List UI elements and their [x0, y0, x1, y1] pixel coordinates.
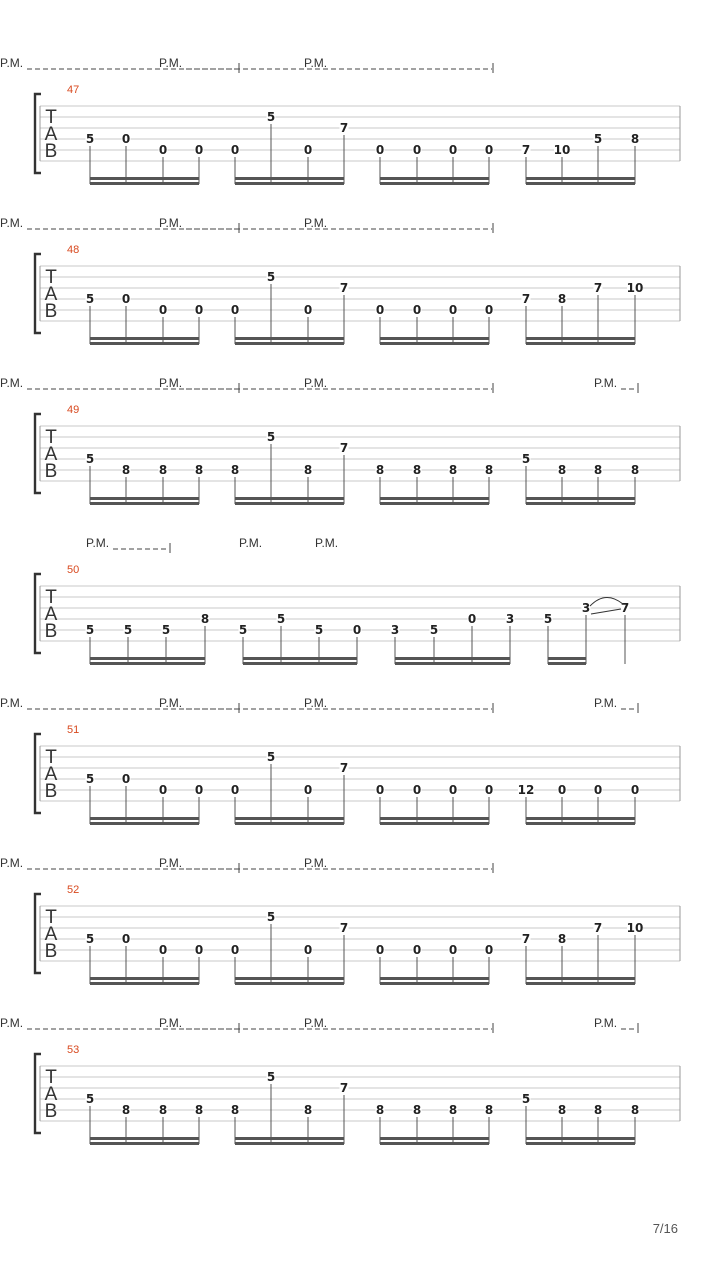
beam-secondary — [90, 1142, 199, 1145]
fret-number: 0 — [230, 143, 240, 157]
tab-clef-a: A — [44, 444, 58, 465]
fret-number: 8 — [194, 463, 204, 477]
palm-mute-label: P.M. — [594, 376, 618, 390]
fret-number: 8 — [484, 463, 494, 477]
beam-primary — [380, 1137, 489, 1140]
tab-clef-t: T — [45, 587, 57, 608]
hammer-on-arc — [590, 597, 623, 606]
tab-system-52 — [0, 856, 680, 985]
tab-clef-a: A — [44, 924, 58, 945]
measure-number: 49 — [67, 404, 80, 416]
fret-number: 8 — [121, 1103, 131, 1117]
fret-number: 5 — [85, 932, 95, 946]
fret-number: 0 — [121, 772, 131, 786]
beam-primary — [548, 657, 586, 660]
fret-number: 5 — [429, 623, 439, 637]
beam-primary — [380, 337, 489, 340]
beam-primary — [526, 497, 635, 500]
beam-primary — [235, 1137, 344, 1140]
fret-number: 7 — [593, 281, 603, 295]
palm-mute-label: P.M. — [594, 1016, 618, 1030]
page-number: 7/16 — [652, 1221, 678, 1236]
beam-secondary — [380, 502, 489, 505]
tab-clef-t: T — [45, 427, 57, 448]
beam-secondary — [90, 822, 199, 825]
fret-number: 8 — [230, 463, 240, 477]
beam-secondary — [526, 342, 635, 345]
fret-number: 10 — [626, 921, 644, 935]
palm-mute-label: P.M. — [304, 1016, 328, 1030]
fret-number: 5 — [543, 612, 553, 626]
fret-number: 0 — [194, 143, 204, 157]
fret-number: 8 — [593, 463, 603, 477]
beam-primary — [526, 1137, 635, 1140]
beam-secondary — [235, 1142, 344, 1145]
beam-primary — [90, 977, 199, 980]
fret-number: 8 — [557, 1103, 567, 1117]
fret-number: 0 — [448, 943, 458, 957]
palm-mute-label: P.M. — [159, 376, 183, 390]
fret-number: 7 — [339, 761, 349, 775]
palm-mute-label: P.M. — [159, 1016, 183, 1030]
fret-number: 5 — [85, 623, 95, 637]
beam-secondary — [90, 342, 199, 345]
measure-number: 48 — [67, 244, 80, 256]
beam-primary — [380, 177, 489, 180]
fret-number: 8 — [630, 463, 640, 477]
fret-number: 8 — [158, 1103, 168, 1117]
beam-primary — [243, 657, 357, 660]
fret-number: 5 — [266, 910, 276, 924]
tab-system-51 — [0, 696, 680, 825]
fret-number: 0 — [303, 143, 313, 157]
fret-number: 5 — [85, 772, 95, 786]
tab-system-53 — [0, 1016, 680, 1145]
beam-secondary — [235, 502, 344, 505]
fret-number: 8 — [375, 1103, 385, 1117]
tab-clef-b: B — [44, 141, 58, 162]
tab-clef-a: A — [44, 124, 58, 145]
fret-number: 7 — [339, 121, 349, 135]
beam-primary — [395, 657, 510, 660]
fret-number: 0 — [158, 943, 168, 957]
fret-number: 5 — [266, 430, 276, 444]
palm-mute-label: P.M. — [304, 696, 328, 710]
palm-mute-label: P.M. — [304, 376, 328, 390]
fret-number: 8 — [412, 1103, 422, 1117]
fret-number: 8 — [557, 292, 567, 306]
palm-mute-label: P.M. — [86, 536, 110, 550]
fret-number: 10 — [626, 281, 644, 295]
beam-secondary — [380, 1142, 489, 1145]
fret-number: 0 — [158, 143, 168, 157]
measure-number: 51 — [67, 724, 80, 736]
measure-number: 52 — [67, 884, 80, 896]
fret-number: 0 — [194, 943, 204, 957]
beam-secondary — [548, 662, 586, 665]
fret-number: 0 — [121, 292, 131, 306]
beam-secondary — [90, 502, 199, 505]
fret-number: 5 — [238, 623, 248, 637]
tab-clef-b: B — [44, 621, 58, 642]
fret-number: 3 — [390, 623, 400, 637]
beam-secondary — [526, 822, 635, 825]
fret-number: 0 — [121, 932, 131, 946]
tab-clef-b: B — [44, 1101, 58, 1122]
fret-number: 0 — [375, 943, 385, 957]
tab-clef-b: B — [44, 461, 58, 482]
fret-number: 8 — [557, 932, 567, 946]
tab-clef-a: A — [44, 604, 58, 625]
beam-secondary — [235, 822, 344, 825]
beam-secondary — [90, 182, 199, 185]
beam-secondary — [380, 182, 489, 185]
fret-number: 5 — [266, 270, 276, 284]
beam-primary — [526, 337, 635, 340]
tab-system-50 — [35, 536, 680, 665]
fret-number: 0 — [630, 783, 640, 797]
beam-secondary — [235, 982, 344, 985]
beam-secondary — [380, 982, 489, 985]
fret-number: 0 — [303, 943, 313, 957]
beam-secondary — [526, 982, 635, 985]
fret-number: 0 — [194, 303, 204, 317]
fret-number: 7 — [339, 1081, 349, 1095]
tab-system-47 — [0, 56, 680, 185]
fret-number: 8 — [630, 1103, 640, 1117]
tab-clef-t: T — [45, 747, 57, 768]
palm-mute-label: P.M. — [159, 216, 183, 230]
fret-number: 8 — [303, 1103, 313, 1117]
fret-number: 7 — [521, 932, 531, 946]
fret-number: 0 — [412, 143, 422, 157]
beam-primary — [90, 497, 199, 500]
beam-secondary — [235, 182, 344, 185]
fret-number: 7 — [339, 441, 349, 455]
beam-secondary — [235, 342, 344, 345]
measure-number: 47 — [67, 84, 80, 96]
fret-number: 8 — [121, 463, 131, 477]
fret-number: 8 — [375, 463, 385, 477]
fret-number: 0 — [375, 783, 385, 797]
beam-primary — [90, 177, 199, 180]
fret-number: 8 — [194, 1103, 204, 1117]
beam-primary — [90, 1137, 199, 1140]
beam-secondary — [526, 502, 635, 505]
fret-number: 5 — [85, 452, 95, 466]
palm-mute-label: P.M. — [304, 856, 328, 870]
palm-mute-label: P.M. — [159, 56, 183, 70]
fret-number: 0 — [158, 783, 168, 797]
fret-number: 0 — [375, 143, 385, 157]
slide-line — [591, 609, 621, 614]
tab-clef-t: T — [45, 907, 57, 928]
measure-number: 53 — [67, 1044, 80, 1056]
tab-clef-b: B — [44, 301, 58, 322]
palm-mute-label: P.M. — [0, 1016, 24, 1030]
palm-mute-label: P.M. — [0, 216, 24, 230]
fret-number: 8 — [412, 463, 422, 477]
beam-primary — [526, 817, 635, 820]
beam-secondary — [395, 662, 510, 665]
fret-number: 10 — [553, 143, 571, 157]
fret-number: 5 — [314, 623, 324, 637]
fret-number: 5 — [266, 1070, 276, 1084]
fret-number: 8 — [230, 1103, 240, 1117]
fret-number: 0 — [230, 943, 240, 957]
tab-clef-t: T — [45, 267, 57, 288]
fret-number: 0 — [484, 943, 494, 957]
palm-mute-label: P.M. — [594, 696, 618, 710]
beam-primary — [90, 817, 199, 820]
fret-number: 8 — [200, 612, 210, 626]
fret-number: 3 — [581, 601, 591, 615]
fret-number: 0 — [158, 303, 168, 317]
fret-number: 0 — [352, 623, 362, 637]
fret-number: 5 — [276, 612, 286, 626]
fret-number: 3 — [505, 612, 515, 626]
beam-secondary — [90, 982, 199, 985]
fret-number: 0 — [230, 303, 240, 317]
fret-number: 7 — [339, 921, 349, 935]
tab-clef-t: T — [45, 1067, 57, 1088]
fret-number: 0 — [194, 783, 204, 797]
fret-number: 0 — [303, 303, 313, 317]
fret-number: 8 — [303, 463, 313, 477]
fret-number: 5 — [85, 292, 95, 306]
fret-number: 0 — [467, 612, 477, 626]
beam-primary — [235, 977, 344, 980]
tab-clef-b: B — [44, 941, 58, 962]
fret-number: 0 — [230, 783, 240, 797]
fret-number: 0 — [557, 783, 567, 797]
fret-number: 0 — [448, 143, 458, 157]
beam-secondary — [526, 1142, 635, 1145]
fret-number: 8 — [158, 463, 168, 477]
fret-number: 12 — [517, 783, 535, 797]
fret-number: 0 — [412, 943, 422, 957]
beam-secondary — [380, 822, 489, 825]
palm-mute-label: P.M. — [315, 536, 339, 550]
tab-clef-t: T — [45, 107, 57, 128]
fret-number: 0 — [593, 783, 603, 797]
fret-number: 0 — [121, 132, 131, 146]
fret-number: 5 — [161, 623, 171, 637]
palm-mute-label: P.M. — [304, 216, 328, 230]
palm-mute-label: P.M. — [0, 856, 24, 870]
fret-number: 7 — [521, 292, 531, 306]
palm-mute-label: P.M. — [159, 856, 183, 870]
fret-number: 5 — [593, 132, 603, 146]
beam-secondary — [90, 662, 205, 665]
fret-number: 5 — [266, 750, 276, 764]
palm-mute-label: P.M. — [304, 56, 328, 70]
beam-secondary — [380, 342, 489, 345]
palm-mute-label: P.M. — [0, 696, 24, 710]
fret-number: 8 — [448, 463, 458, 477]
beam-secondary — [526, 182, 635, 185]
fret-number: 0 — [484, 303, 494, 317]
beam-primary — [235, 817, 344, 820]
fret-number: 7 — [521, 143, 531, 157]
fret-number: 7 — [620, 601, 630, 615]
fret-number: 0 — [303, 783, 313, 797]
palm-mute-label: P.M. — [159, 696, 183, 710]
fret-number: 0 — [375, 303, 385, 317]
fret-number: 5 — [123, 623, 133, 637]
fret-number: 8 — [593, 1103, 603, 1117]
palm-mute-label: P.M. — [239, 536, 263, 550]
palm-mute-label: P.M. — [0, 376, 24, 390]
beam-primary — [235, 337, 344, 340]
fret-number: 8 — [557, 463, 567, 477]
tab-clef-b: B — [44, 781, 58, 802]
tab-system-49 — [0, 376, 680, 505]
fret-number: 8 — [484, 1103, 494, 1117]
tab-clef-a: A — [44, 284, 58, 305]
fret-number: 5 — [521, 452, 531, 466]
beam-primary — [90, 337, 199, 340]
fret-number: 5 — [521, 1092, 531, 1106]
fret-number: 7 — [593, 921, 603, 935]
fret-number: 0 — [448, 783, 458, 797]
fret-number: 5 — [266, 110, 276, 124]
fret-number: 0 — [412, 783, 422, 797]
measure-number: 50 — [67, 564, 80, 576]
beam-primary — [380, 497, 489, 500]
fret-number: 8 — [630, 132, 640, 146]
fret-number: 0 — [448, 303, 458, 317]
beam-primary — [380, 817, 489, 820]
fret-number: 0 — [484, 783, 494, 797]
beam-secondary — [243, 662, 357, 665]
fret-number: 5 — [85, 1092, 95, 1106]
beam-primary — [526, 977, 635, 980]
fret-number: 5 — [85, 132, 95, 146]
beam-primary — [526, 177, 635, 180]
fret-number: 0 — [484, 143, 494, 157]
fret-number: 8 — [448, 1103, 458, 1117]
beam-primary — [90, 657, 205, 660]
beam-primary — [380, 977, 489, 980]
fret-number: 0 — [412, 303, 422, 317]
beam-primary — [235, 177, 344, 180]
beam-primary — [235, 497, 344, 500]
fret-number: 7 — [339, 281, 349, 295]
palm-mute-label: P.M. — [0, 56, 24, 70]
tab-clef-a: A — [44, 764, 58, 785]
tab-system-48 — [0, 216, 680, 345]
tab-clef-a: A — [44, 1084, 58, 1105]
